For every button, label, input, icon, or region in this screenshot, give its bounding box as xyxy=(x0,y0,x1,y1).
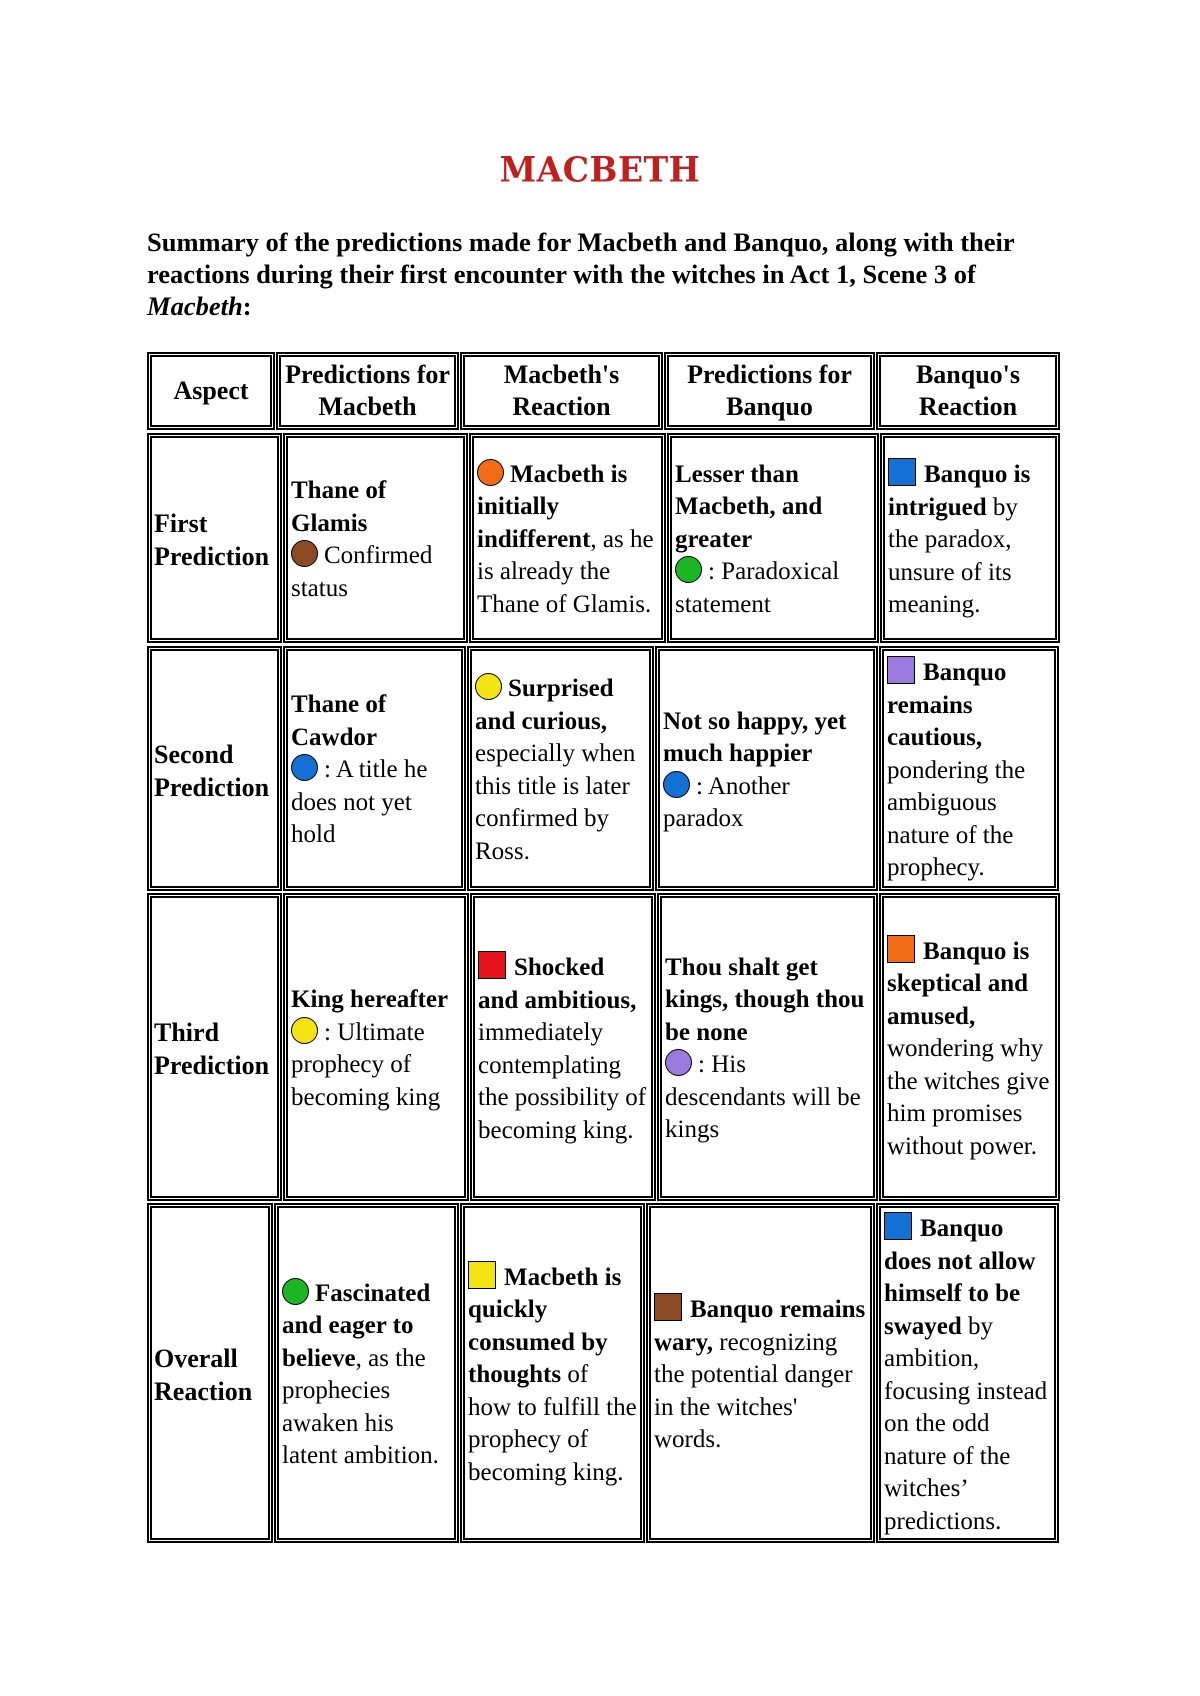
prediction-note: : Ultimate prophecy of becoming king xyxy=(291,1018,441,1111)
prediction-note: : His descendants will be kings xyxy=(665,1051,861,1143)
reaction-highlight: Banquo remains cautious, xyxy=(887,659,1007,752)
row-aspect: Third Prediction xyxy=(147,893,282,1201)
prediction-text: Thou shalt get kings, though thou be none xyxy=(665,953,865,1046)
header-predictions-banquo: Predictions for Banquo xyxy=(664,352,875,430)
prediction-note: Confirmed status xyxy=(291,542,433,602)
reaction-highlight: Banquo is skeptical and amused, xyxy=(887,937,1030,1030)
reaction-highlight: Shocked and ambitious, xyxy=(478,954,637,1014)
red-square-icon xyxy=(478,951,506,979)
header-macbeth-reaction: Macbeth's Reaction xyxy=(460,352,663,430)
reaction-highlight: Banquo does not allow himself to be swayed xyxy=(884,1215,1036,1340)
reaction-highlight: Banquo remains wary, xyxy=(654,1296,866,1356)
summary-work-title: Macbeth xyxy=(147,291,243,321)
summary-lead: Summary of the predictions made for Macbeth and Banquo, along with their reactions during their first encounter with the witches in Act 1, Scene 3 of xyxy=(147,227,1015,289)
macbeth-prediction-cell xyxy=(283,433,468,643)
purple-circle-icon xyxy=(665,1049,692,1076)
blue-circle-icon xyxy=(663,771,690,798)
macbeth-reaction-cell xyxy=(470,893,656,1201)
reaction-highlight: Surprised and curious, xyxy=(475,675,614,735)
banquo-reaction-cell xyxy=(879,893,1060,1201)
yellow-circle-icon xyxy=(291,1017,318,1044)
macbeth-prediction-cell xyxy=(283,646,466,891)
row-aspect: First Prediction xyxy=(147,433,282,643)
summary-tail: : xyxy=(242,291,252,321)
document-title: MACBETH xyxy=(499,149,701,190)
prediction-text: Thane of Cawdor xyxy=(291,691,387,751)
macbeth-reaction-cell xyxy=(467,646,654,891)
prediction-note: : A title he does not yet hold xyxy=(291,756,428,849)
banquo-reaction-cell xyxy=(879,646,1059,891)
brown-square-icon xyxy=(654,1293,682,1321)
macbeth-prediction-cell xyxy=(283,893,469,1201)
reaction-detail: recognizing the potential danger in the witches' words. xyxy=(654,1328,853,1454)
macbeth-prediction-cell xyxy=(274,1203,459,1543)
brown-circle-icon xyxy=(291,540,318,567)
reaction-highlight: Fascinated and eager to believe xyxy=(282,1279,431,1372)
prediction-text: Lesser than Macbeth, and greater xyxy=(675,460,823,553)
green-circle-icon xyxy=(675,556,702,583)
reaction-detail: of how to fulfill the prophecy of becoming king. xyxy=(468,1361,637,1486)
orange-square-icon xyxy=(887,935,915,963)
header-aspect: Aspect xyxy=(147,352,275,430)
reaction-highlight: Banquo is intrigued xyxy=(888,461,1031,521)
prediction-text: King hereafter xyxy=(291,986,449,1013)
header-banquo-reaction: Banquo's Reaction xyxy=(876,352,1060,430)
prediction-note: : Another paradox xyxy=(663,772,790,832)
reaction-highlight: Macbeth is initially indifferent xyxy=(477,460,628,553)
yellow-square-icon xyxy=(468,1261,496,1289)
prediction-text: Thane of Glamis xyxy=(291,477,387,537)
orange-circle-icon xyxy=(477,459,504,486)
reaction-detail: especially when this title is later confirmed by Ross. xyxy=(475,740,636,865)
green-circle-icon xyxy=(282,1278,309,1305)
prediction-note: : Paradoxical statement xyxy=(675,558,840,618)
banquo-prediction-cell xyxy=(657,893,878,1201)
banquo-reaction-cell xyxy=(880,433,1060,643)
blue-square-icon xyxy=(888,458,916,486)
reaction-detail: pondering the ambiguous nature of the prophecy. xyxy=(887,756,1026,882)
banquo-prediction-cell xyxy=(667,433,879,643)
header-predictions-macbeth: Predictions for Macbeth xyxy=(276,352,459,430)
reaction-detail: wondering why the witches give him promises without power. xyxy=(887,1035,1050,1160)
reaction-highlight: Macbeth is quickly consumed by thoughts xyxy=(468,1263,622,1389)
macbeth-reaction-cell xyxy=(469,433,666,643)
blue-circle-icon xyxy=(291,754,318,781)
reaction-detail: immediately contemplating the possibility of becoming king. xyxy=(478,1019,647,1144)
prediction-text: Not so happy, yet much happier xyxy=(663,707,847,767)
row-aspect: Overall Reaction xyxy=(147,1203,273,1543)
reaction-detail: by ambition, focusing instead on the odd nature of the witches’ predictions. xyxy=(884,1312,1048,1535)
yellow-circle-icon xyxy=(475,673,502,700)
row-aspect: Second Prediction xyxy=(147,646,282,891)
banquo-reaction-cell xyxy=(876,1203,1059,1543)
blue-square-icon xyxy=(884,1212,912,1240)
reaction-detail: by the paradox, unsure of its meaning. xyxy=(888,493,1018,619)
macbeth-reaction-cell xyxy=(460,1203,645,1543)
banquo-prediction-cell xyxy=(646,1203,875,1543)
reaction-detail: , as the prophecies awaken his latent ambition. xyxy=(282,1344,439,1469)
banquo-prediction-cell xyxy=(655,646,878,891)
purple-square-icon xyxy=(887,656,915,684)
reaction-detail: , as he is already the Thane of Glamis. xyxy=(477,525,654,618)
